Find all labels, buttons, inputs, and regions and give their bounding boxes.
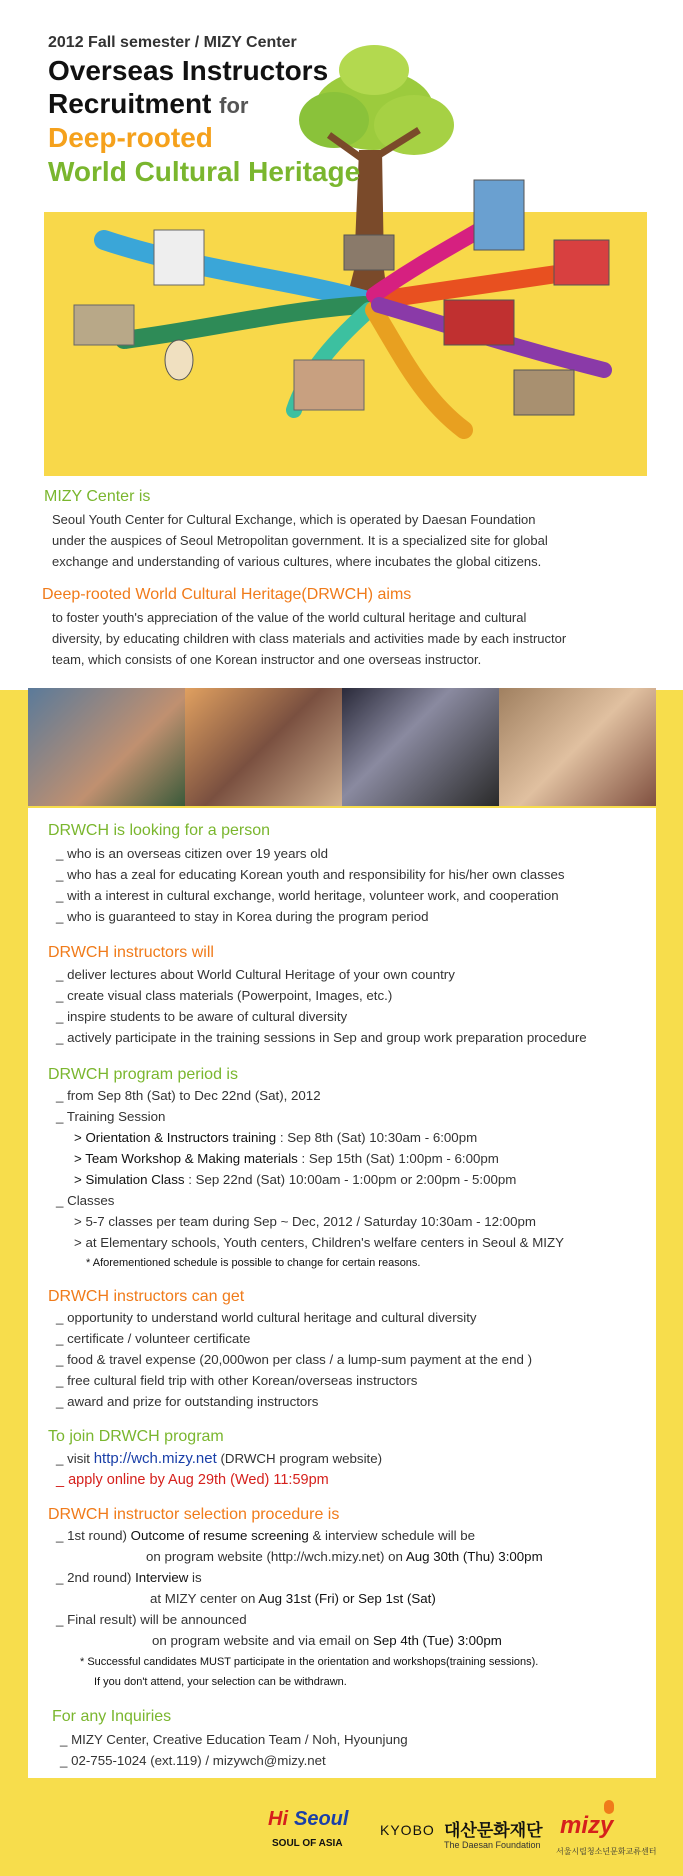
get-item: _ award and prize for outstanding instructors xyxy=(56,1394,319,1409)
mizy-line: under the auspices of Seoul Metropolitan government. It is a specialized site for global xyxy=(52,533,548,548)
daesan-en-text: The Daesan Foundation xyxy=(444,1840,541,1850)
round-emphasis: Outcome of resume screening xyxy=(130,1528,309,1543)
drwch-line: diversity, by educating children with class materials and activities made by each instructor xyxy=(52,631,567,646)
kyobo-logo xyxy=(380,1812,550,1856)
round-text: is xyxy=(188,1570,202,1585)
period-line: _ Training Session xyxy=(56,1109,166,1124)
hiseoul-sub: SOUL OF ASIA xyxy=(272,1838,343,1849)
title-line-3: Deep-rooted xyxy=(48,122,213,153)
period-line: > at Elementary schools, Youth centers, Children's welfare centers in Seoul & MIZY xyxy=(74,1235,564,1250)
round-date: Sep 4th (Tue) 3:00pm xyxy=(373,1633,502,1648)
round-text: at MIZY center on xyxy=(150,1591,259,1606)
inquiries-contact: _ MIZY Center, Creative Education Team / Noh, Hyounjung xyxy=(60,1732,408,1747)
title-for: for xyxy=(219,93,249,118)
join-visit xyxy=(56,1450,382,1467)
drwch-line: team, which consists of one Korean instructor and one overseas instructor. xyxy=(52,652,482,667)
program-website-link[interactable]: http://wch.mizy.net xyxy=(93,1450,217,1467)
period-line: _ from Sep 8th (Sat) to Dec 22nd (Sat), 2012 xyxy=(56,1088,321,1103)
get-item: _ free cultural field trip with other Korean/overseas instructors xyxy=(56,1373,418,1388)
selection-final-detail xyxy=(152,1633,502,1648)
round-emphasis: Interview xyxy=(135,1570,189,1585)
will-item: _ actively participate in the training sessions in Sep and group work preparation procedure xyxy=(56,1030,587,1045)
will-item: _ inspire students to be aware of cultural diversity xyxy=(56,1009,348,1024)
mizy-wordmark: mizy xyxy=(560,1812,614,1839)
semester-label: 2012 Fall semester / MIZY Center xyxy=(48,34,297,51)
looking-item: _ who is an overseas citizen over 19 years old xyxy=(56,846,328,861)
looking-item: _ who is guaranteed to stay in Korea during the program period xyxy=(56,909,429,924)
mizy-sub: 서울시립청소년문화교류센터 xyxy=(556,1847,657,1856)
selection-note-1: * Successful candidates MUST participate in the orientation and workshops(training sessions). xyxy=(80,1656,539,1668)
daesan-kr-text: 대산문화재단 xyxy=(444,1821,543,1840)
looking-item: _ who has a zeal for educating Korean youth and responsibility for his/her own classes xyxy=(56,867,565,882)
session-name: > Orientation & Instructors training xyxy=(74,1130,277,1145)
session-time: : Sep 8th (Sat) 10:30am - 6:00pm xyxy=(276,1130,478,1145)
join-heading: To join DRWCH program xyxy=(48,1428,224,1445)
selection-note-2: If you don't attend, your selection can be withdrawn. xyxy=(94,1676,347,1688)
period-line xyxy=(74,1130,477,1145)
kyobo-text: KYOBO xyxy=(380,1822,435,1838)
presentation-photo xyxy=(342,688,499,806)
looking-heading: DRWCH is looking for a person xyxy=(48,822,271,839)
will-heading: DRWCH instructors will xyxy=(48,944,214,961)
drwch-aims-description xyxy=(52,607,566,670)
selection-round-2 xyxy=(56,1570,202,1585)
mizy-heading: MIZY Center is xyxy=(44,488,151,505)
session-name: > Team Workshop & Making materials xyxy=(74,1151,298,1166)
get-heading: DRWCH instructors can get xyxy=(48,1288,245,1305)
mizy-line: exchange and understanding of various cultures, where incubates the global citizens. xyxy=(52,554,542,569)
title-line-1: Overseas Instructors xyxy=(48,55,329,86)
period-line xyxy=(74,1172,516,1187)
selection-round-1 xyxy=(56,1528,475,1543)
hiseoul-seoul: Seoul xyxy=(294,1808,349,1830)
get-item: _ opportunity to understand world cultural heritage and cultural diversity xyxy=(56,1310,477,1325)
session-name: > Simulation Class xyxy=(74,1172,185,1187)
drwch-line: to foster youth's appreciation of the value of the world cultural heritage and cultural xyxy=(52,610,527,625)
apply-deadline: _ apply online by Aug 29th (Wed) 11:59pm xyxy=(56,1472,329,1488)
selection-round-2-detail xyxy=(150,1591,436,1606)
round-date: Aug 31st (Fri) or Sep 1st (Sat) xyxy=(258,1591,436,1606)
period-line: _ Classes xyxy=(56,1193,115,1208)
round-label: _ 1st round) xyxy=(56,1528,131,1543)
round-date: Aug 30th (Thu) 3:00pm xyxy=(405,1549,543,1564)
will-item: _ deliver lectures about World Cultural Heritage of your own country xyxy=(56,967,455,982)
session-time: : Sep 15th (Sat) 1:00pm - 6:00pm xyxy=(297,1151,499,1166)
drwch-aims-heading: Deep-rooted World Cultural Heritage(DRWCH) aims xyxy=(42,586,412,603)
period-note: * Aforementioned schedule is possible to change for certain reasons. xyxy=(86,1257,421,1269)
period-line: > 5-7 classes per team during Sep ~ Dec, 2012 / Saturday 10:30am - 12:00pm xyxy=(74,1214,536,1229)
round-text: & interview schedule will be xyxy=(308,1528,476,1543)
mizy-logo xyxy=(556,1800,656,1862)
period-heading: DRWCH program period is xyxy=(48,1066,238,1083)
visit-prefix: _ visit xyxy=(56,1451,94,1466)
group-photo xyxy=(499,688,656,806)
round-label: _ 2nd round) xyxy=(56,1570,136,1585)
session-time: : Sep 22nd (Sat) 10:00am - 1:00pm or 2:00pm - 5:00pm xyxy=(184,1172,517,1187)
round-text: on program website (http://wch.mizy.net) on xyxy=(146,1549,406,1564)
activity-photo xyxy=(185,688,342,806)
mizy-description xyxy=(52,509,548,572)
period-line xyxy=(74,1151,499,1166)
will-item: _ create visual class materials (Powerpoint, Images, etc.) xyxy=(56,988,393,1003)
title-line-4: World Cultural Heritage xyxy=(48,156,361,187)
selection-final: _ Final result) will be announced xyxy=(56,1612,247,1627)
hiseoul-hi: Hi xyxy=(268,1808,288,1830)
inquiries-heading: For any Inquiries xyxy=(52,1708,172,1725)
hiseoul-logo xyxy=(268,1808,360,1854)
classroom-photo xyxy=(28,688,185,806)
selection-round-1-detail xyxy=(146,1549,543,1564)
photo-strip xyxy=(28,688,656,806)
selection-heading: DRWCH instructor selection procedure is xyxy=(48,1506,340,1523)
title-recruitment: Recruitment xyxy=(48,88,212,119)
title-line-2 xyxy=(48,88,248,122)
inquiries-phone-email: _ 02-755-1024 (ext.119) / mizywch@mizy.net xyxy=(60,1753,326,1768)
get-item: _ food & travel expense (20,000won per class / a lump-sum payment at the end ) xyxy=(56,1352,532,1367)
round-text: on program website and via email on xyxy=(152,1633,373,1648)
visit-suffix: (DRWCH program website) xyxy=(216,1451,383,1466)
get-item: _ certificate / volunteer certificate xyxy=(56,1331,251,1346)
looking-item: _ with a interest in cultural exchange, world heritage, volunteer work, and cooperation xyxy=(56,888,559,903)
mizy-line: Seoul Youth Center for Cultural Exchange, which is operated by Daesan Foundation xyxy=(52,512,536,527)
